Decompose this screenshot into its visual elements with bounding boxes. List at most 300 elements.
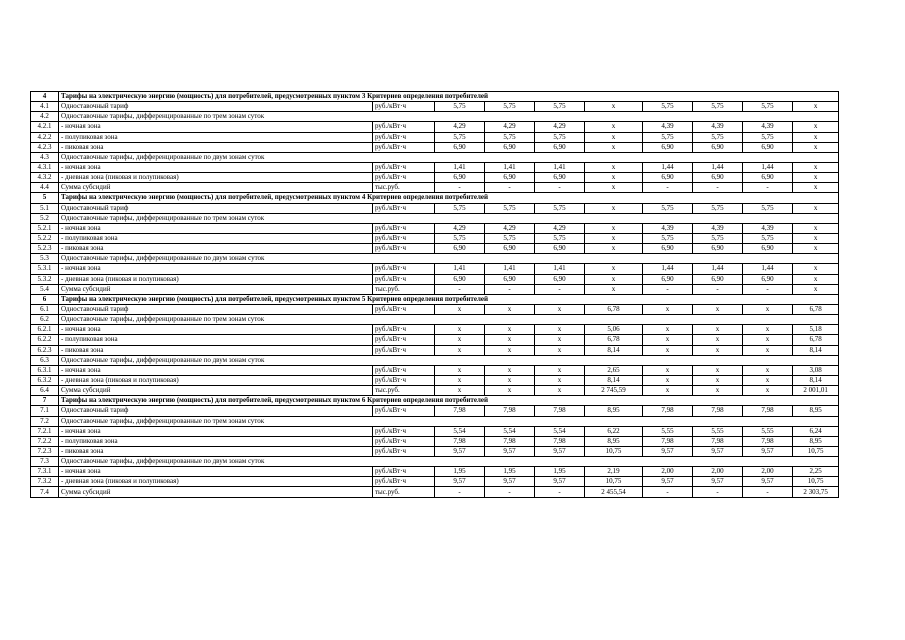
table-row xyxy=(31,264,839,274)
value-cell: 1,95 xyxy=(435,467,485,477)
tariff-name: - пиковая зона xyxy=(59,244,373,254)
value-cell: 8,14 xyxy=(585,345,643,355)
value-cell: 10,75 xyxy=(585,446,643,456)
tariff-name: - ночная зона xyxy=(59,264,373,274)
table-row xyxy=(31,142,839,152)
row-number: 5.3.1 xyxy=(31,264,59,274)
unit-cell: руб./кВт·ч xyxy=(373,244,435,254)
row-number: 6.4 xyxy=(31,386,59,396)
value-cell: x xyxy=(643,386,693,396)
row-number: 7.4 xyxy=(31,487,59,497)
value-cell: x xyxy=(793,274,839,284)
value-cell: x xyxy=(743,365,793,375)
row-number: 4.2 xyxy=(31,112,59,122)
value-cell: x xyxy=(535,375,585,385)
value-cell: 9,57 xyxy=(743,477,793,487)
value-cell: 2,00 xyxy=(643,467,693,477)
value-cell: 6,90 xyxy=(743,142,793,152)
table-row xyxy=(31,345,839,355)
value-cell: 5,75 xyxy=(743,102,793,112)
value-cell: 9,57 xyxy=(643,477,693,487)
row-number: 7.3 xyxy=(31,457,59,467)
unit-cell: руб./кВт·ч xyxy=(373,426,435,436)
table-row xyxy=(31,436,839,446)
unit-cell: руб./кВт·ч xyxy=(373,203,435,213)
value-cell: 5,54 xyxy=(435,426,485,436)
value-cell: x xyxy=(585,162,643,172)
row-number: 6.2 xyxy=(31,315,59,325)
value-cell: x xyxy=(485,345,535,355)
value-cell: 4,29 xyxy=(535,223,585,233)
value-cell: 7,98 xyxy=(643,406,693,416)
value-cell: x xyxy=(535,325,585,335)
table-row xyxy=(31,375,839,385)
unit-cell: руб./кВт·ч xyxy=(373,122,435,132)
tariff-name: Сумма субсидий xyxy=(59,284,373,294)
value-cell: x xyxy=(535,304,585,314)
value-cell: 5,75 xyxy=(743,203,793,213)
value-cell: - xyxy=(743,183,793,193)
value-cell: 4,39 xyxy=(693,122,743,132)
table-row xyxy=(31,102,839,112)
row-number: 5.1 xyxy=(31,203,59,213)
value-cell: 6,90 xyxy=(535,274,585,284)
tariff-name: - ночная зона xyxy=(59,122,373,132)
value-cell: 1,44 xyxy=(643,264,693,274)
value-cell: - xyxy=(535,284,585,294)
unit-cell: руб./кВт·ч xyxy=(373,142,435,152)
tariff-name: - пиковая зона xyxy=(59,446,373,456)
value-cell: 4,39 xyxy=(643,122,693,132)
value-cell: 5,18 xyxy=(793,325,839,335)
subsection-title: Одноставочные тарифы, дифференцированные по трем зонам суток xyxy=(59,416,839,426)
value-cell: x xyxy=(585,132,643,142)
value-cell: x xyxy=(485,335,535,345)
value-cell: 1,95 xyxy=(535,467,585,477)
subsection-title: Одноставочные тарифы, дифференцированные по трем зонам суток xyxy=(59,112,839,122)
value-cell: x xyxy=(793,284,839,294)
value-cell: x xyxy=(585,173,643,183)
section-title: Тарифы на электрическую энергию (мощность) для потребителей, предусмотренных пунктом 6 Критериев определения потребителей xyxy=(59,396,839,406)
value-cell: x xyxy=(535,365,585,375)
value-cell: - xyxy=(535,487,585,497)
value-cell: 1,41 xyxy=(535,162,585,172)
section-title: Тарифы на электрическую энергию (мощность) для потребителей, предусмотренных пунктом 4 Критериев определения потребителей xyxy=(59,193,839,203)
value-cell: 5,75 xyxy=(485,132,535,142)
tariff-name: - полупиковая зона xyxy=(59,436,373,446)
row-number: 4.4 xyxy=(31,183,59,193)
value-cell: 6,78 xyxy=(585,335,643,345)
value-cell: 6,90 xyxy=(743,244,793,254)
row-number: 4.3 xyxy=(31,152,59,162)
value-cell: 6,90 xyxy=(485,244,535,254)
value-cell: 1,41 xyxy=(535,264,585,274)
value-cell: x xyxy=(693,335,743,345)
value-cell: 9,57 xyxy=(485,446,535,456)
value-cell: x xyxy=(585,274,643,284)
value-cell: - xyxy=(643,284,693,294)
value-cell: 5,75 xyxy=(435,203,485,213)
value-cell: 5,55 xyxy=(643,426,693,436)
value-cell: 5,75 xyxy=(535,203,585,213)
unit-cell: тыс.руб. xyxy=(373,183,435,193)
value-cell: x xyxy=(793,102,839,112)
row-number: 4.3.2 xyxy=(31,173,59,183)
value-cell: x xyxy=(585,203,643,213)
row-number: 7 xyxy=(31,396,59,406)
value-cell: 1,44 xyxy=(693,264,743,274)
row-number: 6.3 xyxy=(31,355,59,365)
unit-cell: тыс.руб. xyxy=(373,284,435,294)
value-cell: x xyxy=(435,375,485,385)
value-cell: 6,90 xyxy=(693,142,743,152)
value-cell: 2,19 xyxy=(585,467,643,477)
value-cell: 2 455,54 xyxy=(585,487,643,497)
value-cell: 1,41 xyxy=(485,264,535,274)
tariff-table xyxy=(30,91,839,498)
tariff-name: Сумма субсидий xyxy=(59,183,373,193)
table-row xyxy=(31,487,839,497)
value-cell: 5,75 xyxy=(743,233,793,243)
tariff-table-body xyxy=(31,92,839,498)
value-cell: 2,00 xyxy=(743,467,793,477)
tariff-name: - ночная зона xyxy=(59,223,373,233)
value-cell: x xyxy=(693,304,743,314)
value-cell: 6,90 xyxy=(535,173,585,183)
value-cell: - xyxy=(743,487,793,497)
tariff-name: Одноставочный тариф xyxy=(59,304,373,314)
value-cell: 4,29 xyxy=(485,223,535,233)
value-cell: x xyxy=(535,386,585,396)
value-cell: x xyxy=(535,335,585,345)
value-cell: 2 745,59 xyxy=(585,386,643,396)
value-cell: 7,98 xyxy=(485,406,535,416)
value-cell: - xyxy=(485,183,535,193)
row-number: 5.3.2 xyxy=(31,274,59,284)
row-number: 7.2 xyxy=(31,416,59,426)
value-cell: 5,75 xyxy=(693,233,743,243)
table-row xyxy=(31,325,839,335)
table-row xyxy=(31,173,839,183)
tariff-name: Сумма субсидий xyxy=(59,386,373,396)
value-cell: 5,54 xyxy=(485,426,535,436)
value-cell: 8,14 xyxy=(793,345,839,355)
value-cell: 4,39 xyxy=(743,122,793,132)
table-row xyxy=(31,122,839,132)
value-cell: 1,44 xyxy=(643,162,693,172)
value-cell: x xyxy=(435,345,485,355)
table-row xyxy=(31,233,839,243)
value-cell: 5,75 xyxy=(485,102,535,112)
subsection-row xyxy=(31,457,839,467)
value-cell: x xyxy=(435,386,485,396)
unit-cell: тыс.руб. xyxy=(373,487,435,497)
value-cell: 6,90 xyxy=(485,142,535,152)
value-cell: 1,44 xyxy=(743,264,793,274)
value-cell: x xyxy=(643,335,693,345)
value-cell: 10,75 xyxy=(585,477,643,487)
value-cell: 8,95 xyxy=(585,406,643,416)
value-cell: x xyxy=(693,375,743,385)
unit-cell: руб./кВт·ч xyxy=(373,365,435,375)
value-cell: x xyxy=(793,173,839,183)
value-cell: 4,39 xyxy=(643,223,693,233)
value-cell: x xyxy=(485,386,535,396)
row-number: 7.1 xyxy=(31,406,59,416)
value-cell: x xyxy=(585,122,643,132)
tariff-name: - дневная зона (пиковая и полупиковая) xyxy=(59,477,373,487)
value-cell: 6,90 xyxy=(485,274,535,284)
section-header-row xyxy=(31,396,839,406)
value-cell: x xyxy=(643,375,693,385)
value-cell: 1,95 xyxy=(485,467,535,477)
subsection-row xyxy=(31,152,839,162)
value-cell: 5,75 xyxy=(693,102,743,112)
value-cell: 3,08 xyxy=(793,365,839,375)
value-cell: 4,39 xyxy=(743,223,793,233)
subsection-title: Одноставочные тарифы, дифференцированные по двум зонам суток xyxy=(59,152,839,162)
value-cell: 8,95 xyxy=(585,436,643,446)
value-cell: 1,41 xyxy=(435,264,485,274)
value-cell: x xyxy=(485,365,535,375)
value-cell: x xyxy=(743,325,793,335)
value-cell: x xyxy=(643,365,693,375)
value-cell: 5,06 xyxy=(585,325,643,335)
value-cell: x xyxy=(585,142,643,152)
tariff-name: - ночная зона xyxy=(59,467,373,477)
unit-cell: руб./кВт·ч xyxy=(373,335,435,345)
tariff-name: - дневная зона (пиковая и полупиковая) xyxy=(59,375,373,385)
subsection-title: Одноставочные тарифы, дифференцированные по двум зонам суток xyxy=(59,254,839,264)
value-cell: 2 303,75 xyxy=(793,487,839,497)
value-cell: - xyxy=(693,487,743,497)
value-cell: 2 001,01 xyxy=(793,386,839,396)
value-cell: - xyxy=(485,284,535,294)
row-number: 5.2.3 xyxy=(31,244,59,254)
value-cell: 5,75 xyxy=(535,102,585,112)
value-cell: 6,24 xyxy=(793,426,839,436)
value-cell: x xyxy=(743,386,793,396)
table-row xyxy=(31,446,839,456)
value-cell: 9,57 xyxy=(435,446,485,456)
row-number: 6 xyxy=(31,294,59,304)
table-row xyxy=(31,274,839,284)
subsection-title: Одноставочные тарифы, дифференцированные по двум зонам суток xyxy=(59,355,839,365)
value-cell: - xyxy=(693,183,743,193)
value-cell: 4,29 xyxy=(435,122,485,132)
value-cell: x xyxy=(585,264,643,274)
row-number: 4.3.1 xyxy=(31,162,59,172)
row-number: 5.2.1 xyxy=(31,223,59,233)
subsection-row xyxy=(31,112,839,122)
row-number: 6.2.3 xyxy=(31,345,59,355)
value-cell: x xyxy=(535,345,585,355)
tariff-name: - полупиковая зона xyxy=(59,335,373,345)
table-row xyxy=(31,304,839,314)
value-cell: 6,90 xyxy=(693,173,743,183)
value-cell: 6,78 xyxy=(793,304,839,314)
subsection-row xyxy=(31,213,839,223)
value-cell: 5,55 xyxy=(693,426,743,436)
value-cell: 7,98 xyxy=(535,406,585,416)
value-cell: - xyxy=(643,183,693,193)
value-cell: x xyxy=(585,223,643,233)
value-cell: 5,75 xyxy=(435,132,485,142)
section-title: Тарифы на электрическую энергию (мощность) для потребителей, предусмотренных пунктом 3 Критериев определения потребителей xyxy=(59,92,839,102)
section-header-row xyxy=(31,193,839,203)
value-cell: 8,14 xyxy=(585,375,643,385)
row-number: 6.2.1 xyxy=(31,325,59,335)
row-number: 7.3.1 xyxy=(31,467,59,477)
value-cell: 4,29 xyxy=(435,223,485,233)
value-cell: 6,90 xyxy=(643,142,693,152)
value-cell: - xyxy=(643,487,693,497)
value-cell: 6,90 xyxy=(743,274,793,284)
tariff-name: Одноставочный тариф xyxy=(59,406,373,416)
value-cell: 5,75 xyxy=(643,102,693,112)
value-cell: 5,75 xyxy=(743,132,793,142)
unit-cell: руб./кВт·ч xyxy=(373,173,435,183)
value-cell: x xyxy=(793,244,839,254)
value-cell: x xyxy=(693,386,743,396)
value-cell: x xyxy=(585,284,643,294)
value-cell: x xyxy=(585,244,643,254)
value-cell: 1,44 xyxy=(693,162,743,172)
value-cell: 5,75 xyxy=(435,102,485,112)
table-row xyxy=(31,477,839,487)
value-cell: 6,90 xyxy=(435,142,485,152)
value-cell: x xyxy=(485,325,535,335)
tariff-name: - ночная зона xyxy=(59,426,373,436)
row-number: 4.2.1 xyxy=(31,122,59,132)
value-cell: x xyxy=(743,375,793,385)
table-row xyxy=(31,162,839,172)
tariff-name: - дневная зона (пиковая и полупиковая) xyxy=(59,274,373,284)
value-cell: 6,90 xyxy=(535,244,585,254)
table-row xyxy=(31,183,839,193)
row-number: 6.1 xyxy=(31,304,59,314)
value-cell: 4,39 xyxy=(693,223,743,233)
value-cell: 7,98 xyxy=(693,406,743,416)
value-cell: 5,75 xyxy=(535,132,585,142)
value-cell: - xyxy=(435,284,485,294)
value-cell: 2,25 xyxy=(793,467,839,477)
value-cell: 6,90 xyxy=(485,173,535,183)
value-cell: 6,90 xyxy=(435,173,485,183)
row-number: 7.2.3 xyxy=(31,446,59,456)
value-cell: 9,57 xyxy=(485,477,535,487)
value-cell: 7,98 xyxy=(693,436,743,446)
table-row xyxy=(31,467,839,477)
value-cell: x xyxy=(693,365,743,375)
value-cell: 7,98 xyxy=(435,406,485,416)
value-cell: 2,00 xyxy=(693,467,743,477)
tariff-name: Одноставочный тариф xyxy=(59,203,373,213)
value-cell: 6,90 xyxy=(643,173,693,183)
section-title: Тарифы на электрическую энергию (мощность) для потребителей, предусмотренных пунктом 5 Критериев определения потребителей xyxy=(59,294,839,304)
unit-cell: руб./кВт·ч xyxy=(373,467,435,477)
value-cell: 9,57 xyxy=(535,477,585,487)
value-cell: 10,75 xyxy=(793,477,839,487)
unit-cell: руб./кВт·ч xyxy=(373,375,435,385)
table-row xyxy=(31,223,839,233)
row-number: 7.2.2 xyxy=(31,436,59,446)
value-cell: x xyxy=(693,345,743,355)
value-cell: x xyxy=(485,375,535,385)
value-cell: - xyxy=(535,183,585,193)
row-number: 7.3.2 xyxy=(31,477,59,487)
value-cell: 5,54 xyxy=(535,426,585,436)
row-number: 4.1 xyxy=(31,102,59,112)
value-cell: 1,44 xyxy=(743,162,793,172)
unit-cell: руб./кВт·ч xyxy=(373,132,435,142)
unit-cell: руб./кВт·ч xyxy=(373,102,435,112)
value-cell: 7,98 xyxy=(743,406,793,416)
value-cell: 6,90 xyxy=(643,244,693,254)
value-cell: 2,65 xyxy=(585,365,643,375)
value-cell: 7,98 xyxy=(535,436,585,446)
unit-cell: руб./кВт·ч xyxy=(373,345,435,355)
table-row xyxy=(31,365,839,375)
value-cell: - xyxy=(743,284,793,294)
value-cell: 9,57 xyxy=(693,477,743,487)
value-cell: 7,98 xyxy=(485,436,535,446)
value-cell: x xyxy=(743,335,793,345)
value-cell: x xyxy=(793,162,839,172)
subsection-row xyxy=(31,254,839,264)
unit-cell: руб./кВт·ч xyxy=(373,274,435,284)
value-cell: 8,95 xyxy=(793,406,839,416)
value-cell: 6,90 xyxy=(435,274,485,284)
unit-cell: руб./кВт·ч xyxy=(373,162,435,172)
section-header-row xyxy=(31,92,839,102)
value-cell: 9,57 xyxy=(435,477,485,487)
value-cell: 7,98 xyxy=(743,436,793,446)
tariff-name: - ночная зона xyxy=(59,365,373,375)
value-cell: x xyxy=(643,304,693,314)
value-cell: - xyxy=(485,487,535,497)
value-cell: x xyxy=(793,233,839,243)
table-row xyxy=(31,284,839,294)
value-cell: x xyxy=(435,335,485,345)
value-cell: x xyxy=(793,203,839,213)
value-cell: 5,75 xyxy=(693,203,743,213)
row-number: 4.2.2 xyxy=(31,132,59,142)
value-cell: 8,14 xyxy=(793,375,839,385)
tariff-name: - ночная зона xyxy=(59,325,373,335)
value-cell: x xyxy=(743,304,793,314)
tariff-document xyxy=(30,91,838,498)
row-number: 5.2.2 xyxy=(31,233,59,243)
value-cell: 5,75 xyxy=(643,233,693,243)
value-cell: x xyxy=(643,345,693,355)
value-cell: 6,90 xyxy=(693,244,743,254)
unit-cell: руб./кВт·ч xyxy=(373,406,435,416)
value-cell: 6,90 xyxy=(435,244,485,254)
tariff-name: - ночная зона xyxy=(59,162,373,172)
tariff-name: - дневная зона (пиковая и полупиковая) xyxy=(59,173,373,183)
subsection-row xyxy=(31,315,839,325)
value-cell: 6,22 xyxy=(585,426,643,436)
table-row xyxy=(31,132,839,142)
value-cell: 6,78 xyxy=(793,335,839,345)
subsection-row xyxy=(31,355,839,365)
row-number: 5.3 xyxy=(31,254,59,264)
table-row xyxy=(31,244,839,254)
value-cell: 5,75 xyxy=(485,203,535,213)
value-cell: x xyxy=(643,325,693,335)
row-number: 6.3.2 xyxy=(31,375,59,385)
